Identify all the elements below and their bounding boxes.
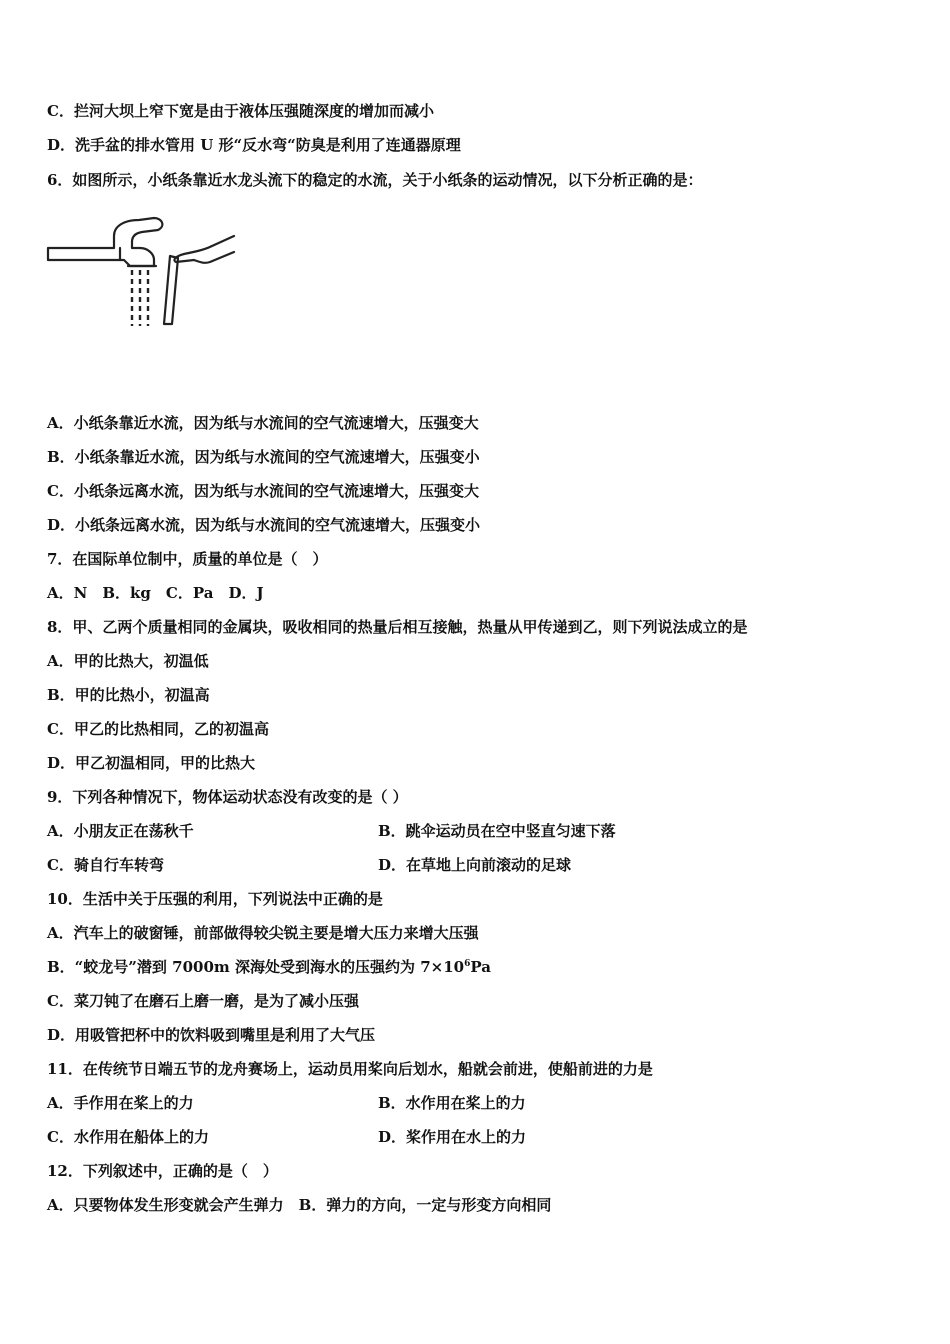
q10-option-b: [47, 957, 491, 977]
q6-option-a: A．小纸条靠近水流，因为纸与水流间的空气流速增大，压强变大: [47, 414, 479, 432]
q11-option-c: C．水作用在船体上的力: [47, 1128, 209, 1146]
q12-options-ab: A．只要物体发生形变就会产生弹力 B．弹力的方向，一定与形变方向相同: [47, 1196, 552, 1214]
q8-option-d: D．甲乙初温相同，甲的比热大: [47, 754, 256, 772]
q6-stem: 6．如图所示，小纸条靠近水龙头流下的稳定的水流，关于小纸条的运动情况，以下分析正确的是：: [47, 171, 703, 189]
q12-stem: 12．下列叙述中，正确的是（ ）: [47, 1162, 278, 1180]
q9-option-b: B．跳伞运动员在空中竖直匀速下落: [378, 822, 616, 840]
q6-option-d: D．小纸条远离水流，因为纸与水流间的空气流速增大，压强变小: [47, 516, 481, 534]
q10-option-c: C．菜刀钝了在磨石上磨一磨，是为了减小压强: [47, 992, 359, 1010]
q9-stem: 9．下列各种情况下，物体运动状态没有改变的是（ ）: [47, 788, 408, 806]
q5-option-c: C．拦河大坝上窄下宽是由于液体压强随深度的增加而减小: [47, 102, 434, 120]
q10-option-b-exponent: 6: [464, 959, 471, 969]
q8-option-a: A．甲的比热大，初温低: [47, 652, 209, 670]
q10-option-a: A．汽车上的破窗锤，前部做得较尖锐主要是增大压力来增大压强: [47, 924, 479, 942]
q6-option-c: C．小纸条远离水流，因为纸与水流间的空气流速增大，压强变大: [47, 482, 479, 500]
q10-stem: 10．生活中关于压强的利用，下列说法中正确的是: [47, 890, 383, 908]
q9-option-c: C．骑自行车转弯: [47, 856, 164, 874]
q9-option-d: D．在草地上向前滚动的足球: [378, 856, 572, 874]
faucet-paper-strip-figure: [44, 208, 244, 333]
q11-option-a: A．手作用在桨上的力: [47, 1094, 194, 1112]
q7-stem: 7．在国际单位制中，质量的单位是（ ）: [47, 550, 328, 568]
q11-option-d: D．桨作用在水上的力: [378, 1128, 527, 1146]
q10-option-b-text: B．“蛟龙号”潜到 7000m 深海处受到海水的压强约为 7×10: [47, 958, 465, 976]
q7-options: A．N B．kg C．Pa D．J: [47, 584, 264, 602]
q11-option-b: B．水作用在桨上的力: [378, 1094, 526, 1112]
q5-option-d: D．洗手盆的排水管用 U 形“反水弯“防臭是利用了连通器原理: [47, 136, 461, 154]
q10-option-d: D．用吸管把杯中的饮料吸到嘴里是利用了大气压: [47, 1026, 376, 1044]
q10-option-b-unit: Pa: [470, 958, 491, 976]
q6-option-b: B．小纸条靠近水流，因为纸与水流间的空气流速增大，压强变小: [47, 448, 480, 466]
q8-option-b: B．甲的比热小，初温高: [47, 686, 210, 704]
q11-stem: 11．在传统节日端五节的龙舟赛场上，运动员用桨向后划水，船就会前进，使船前进的力是: [47, 1060, 653, 1078]
q8-option-c: C．甲乙的比热相同，乙的初温高: [47, 720, 269, 738]
q8-stem: 8．甲、乙两个质量相同的金属块，吸收相同的热量后相互接触，热量从甲传递到乙，则下列说法成立的是: [47, 618, 748, 636]
q9-option-a: A．小朋友正在荡秋千: [47, 822, 194, 840]
